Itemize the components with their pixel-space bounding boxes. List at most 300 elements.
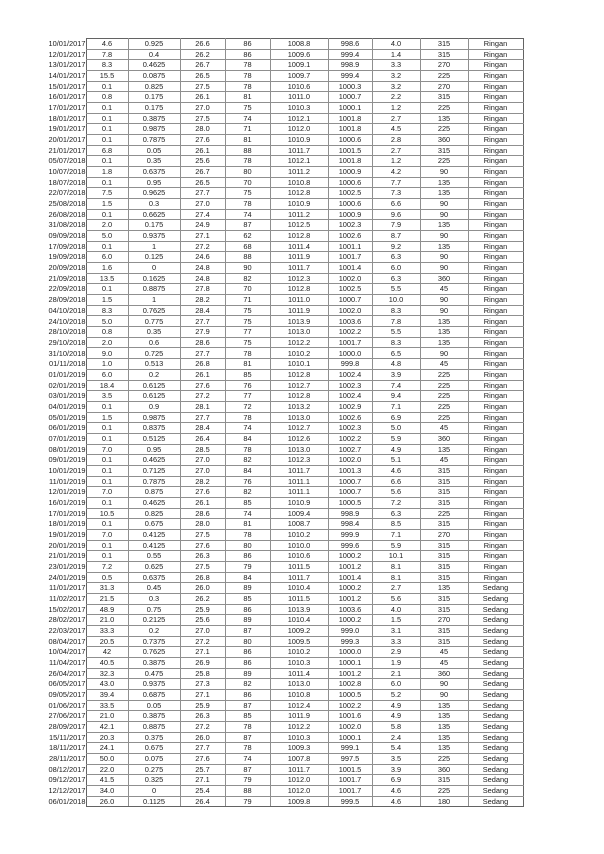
value-cell: 1012.0 — [270, 786, 328, 797]
value-cell: 6.6 — [372, 476, 420, 487]
category-cell: Ringan — [468, 209, 523, 220]
value-cell: 26.1 — [180, 145, 225, 156]
value-cell: 27.5 — [180, 529, 225, 540]
value-cell: 0.125 — [128, 252, 180, 263]
value-cell: 999.6 — [328, 540, 372, 551]
value-cell: 4.8 — [372, 359, 420, 370]
value-cell: 1 — [128, 295, 180, 306]
value-cell: 7.8 — [86, 49, 128, 60]
value-cell: 86 — [225, 604, 270, 615]
value-cell: 8.3 — [372, 305, 420, 316]
value-cell: 85 — [225, 497, 270, 508]
value-cell: 1000.2 — [328, 583, 372, 594]
value-cell: 1000.9 — [328, 209, 372, 220]
value-cell: 1010.8 — [270, 689, 328, 700]
value-cell: 27.7 — [180, 743, 225, 754]
value-cell: 0.2125 — [128, 615, 180, 626]
value-cell: 70 — [225, 284, 270, 295]
value-cell: 42.1 — [86, 722, 128, 733]
value-cell: 0.4625 — [128, 455, 180, 466]
value-cell: 1002.3 — [328, 423, 372, 434]
date-cell: 06/05/2017 — [48, 679, 86, 689]
value-cell: 998.4 — [328, 519, 372, 530]
value-cell: 1011.7 — [270, 572, 328, 583]
category-cell: Ringan — [468, 380, 523, 391]
value-cell: 88 — [225, 252, 270, 263]
value-cell: 1002.5 — [328, 284, 372, 295]
value-cell: 0.75 — [128, 604, 180, 615]
category-cell: Sedang — [468, 754, 523, 765]
value-cell: 27.6 — [180, 754, 225, 765]
category-cell: Ringan — [468, 316, 523, 327]
value-cell: 315 — [420, 561, 468, 572]
value-cell: 0.95 — [128, 177, 180, 188]
table-row — [40, 732, 523, 743]
table-row — [40, 380, 523, 391]
value-cell: 26.8 — [180, 359, 225, 370]
value-cell: 0.075 — [128, 754, 180, 765]
value-cell: 315 — [420, 636, 468, 647]
value-cell: 225 — [420, 412, 468, 423]
value-cell: 0.9375 — [128, 231, 180, 242]
table-row — [40, 700, 523, 711]
date-cell: 20/09/2018 — [48, 263, 86, 273]
value-cell: 1013.2 — [270, 401, 328, 412]
category-cell: Sedang — [468, 764, 523, 775]
category-cell: Sedang — [468, 679, 523, 690]
category-cell: Ringan — [468, 273, 523, 284]
value-cell: 0.45 — [128, 583, 180, 594]
value-cell: 1000.0 — [328, 647, 372, 658]
value-cell: 225 — [420, 103, 468, 114]
table-row — [40, 135, 523, 146]
value-cell: 86 — [225, 689, 270, 700]
date-cell: 28/10/2018 — [48, 327, 86, 337]
value-cell: 22.0 — [86, 764, 128, 775]
value-cell: 79 — [225, 775, 270, 786]
date-cell: 15/02/2017 — [48, 604, 86, 614]
category-cell: Ringan — [468, 103, 523, 114]
value-cell: 1.5 — [86, 199, 128, 210]
value-cell: 9.4 — [372, 391, 420, 402]
value-cell: 1011.4 — [270, 241, 328, 252]
table-row — [40, 369, 523, 380]
value-cell: 0.4625 — [128, 60, 180, 71]
value-cell: 0.6125 — [128, 380, 180, 391]
value-cell: 78 — [225, 412, 270, 423]
category-cell: Ringan — [468, 252, 523, 263]
value-cell: 27.2 — [180, 241, 225, 252]
value-cell: 27.2 — [180, 391, 225, 402]
value-cell: 28.6 — [180, 337, 225, 348]
value-cell: 999.8 — [328, 359, 372, 370]
value-cell: 998.6 — [328, 39, 372, 50]
value-cell: 1011.7 — [270, 145, 328, 156]
date-cell: 04/10/2018 — [48, 305, 86, 315]
date-cell: 09/01/2019 — [48, 455, 86, 465]
value-cell: 26.5 — [180, 71, 225, 82]
category-cell: Ringan — [468, 369, 523, 380]
value-cell: 0.95 — [128, 444, 180, 455]
value-cell: 135 — [420, 700, 468, 711]
value-cell: 135 — [420, 327, 468, 338]
value-cell: 0.8875 — [128, 722, 180, 733]
value-cell: 78 — [225, 60, 270, 71]
date-cell: 21/01/2019 — [48, 551, 86, 561]
table-row — [40, 764, 523, 775]
value-cell: 1003.6 — [328, 316, 372, 327]
value-cell: 6.9 — [372, 775, 420, 786]
value-cell: 80 — [225, 540, 270, 551]
table-row — [40, 81, 523, 92]
value-cell: 27.1 — [180, 647, 225, 658]
value-cell: 18.4 — [86, 380, 128, 391]
table-row — [40, 220, 523, 231]
value-cell: 81 — [225, 519, 270, 530]
value-cell: 1001.5 — [328, 145, 372, 156]
value-cell: 360 — [420, 668, 468, 679]
date-cell: 04/01/2019 — [48, 401, 86, 411]
date-cell: 01/06/2017 — [48, 700, 86, 710]
value-cell: 90 — [420, 252, 468, 263]
value-cell: 1010.9 — [270, 199, 328, 210]
value-cell: 88 — [225, 145, 270, 156]
category-cell: Sedang — [468, 689, 523, 700]
value-cell: 997.5 — [328, 754, 372, 765]
date-cell: 24/10/2018 — [48, 316, 86, 326]
value-cell: 1012.5 — [270, 220, 328, 231]
value-cell: 0.375 — [128, 732, 180, 743]
value-cell: 225 — [420, 508, 468, 519]
value-cell: 1.0 — [86, 359, 128, 370]
value-cell: 27.2 — [180, 636, 225, 647]
value-cell: 27.6 — [180, 540, 225, 551]
value-cell: 25.4 — [180, 786, 225, 797]
value-cell: 1002.3 — [328, 220, 372, 231]
value-cell: 0.825 — [128, 508, 180, 519]
value-cell: 0.1 — [86, 135, 128, 146]
category-cell: Sedang — [468, 636, 523, 647]
table-row — [40, 583, 523, 594]
value-cell: 0.4625 — [128, 497, 180, 508]
value-cell: 77 — [225, 391, 270, 402]
value-cell: 360 — [420, 433, 468, 444]
value-cell: 6.3 — [372, 252, 420, 263]
value-cell: 78 — [225, 722, 270, 733]
date-cell: 24/01/2019 — [48, 572, 86, 582]
date-cell: 12/01/2017 — [48, 49, 86, 59]
value-cell: 1013.9 — [270, 316, 328, 327]
table-row — [40, 604, 523, 615]
value-cell: 0.8375 — [128, 423, 180, 434]
date-cell: 18/01/2019 — [48, 519, 86, 529]
value-cell: 1011.5 — [270, 593, 328, 604]
category-cell: Ringan — [468, 476, 523, 487]
value-cell: 0.8 — [86, 327, 128, 338]
value-cell: 1012.0 — [270, 124, 328, 135]
value-cell: 315 — [420, 519, 468, 530]
date-cell: 29/10/2018 — [48, 337, 86, 347]
value-cell: 3.2 — [372, 71, 420, 82]
value-cell: 3.3 — [372, 60, 420, 71]
value-cell: 0.175 — [128, 92, 180, 103]
value-cell: 0.6625 — [128, 209, 180, 220]
value-cell: 6.5 — [372, 348, 420, 359]
value-cell: 2.7 — [372, 145, 420, 156]
value-cell: 999.3 — [328, 636, 372, 647]
value-cell: 8.7 — [372, 231, 420, 242]
value-cell: 4.9 — [372, 700, 420, 711]
table-row — [40, 754, 523, 765]
table-row — [40, 231, 523, 242]
value-cell: 0.2 — [128, 625, 180, 636]
value-cell: 8.3 — [86, 305, 128, 316]
table-row — [40, 124, 523, 135]
value-cell: 999.9 — [328, 529, 372, 540]
value-cell: 90 — [420, 295, 468, 306]
value-cell: 84 — [225, 433, 270, 444]
category-cell: Ringan — [468, 81, 523, 92]
category-cell: Sedang — [468, 583, 523, 594]
value-cell: 39.4 — [86, 689, 128, 700]
date-cell: 09/09/2018 — [48, 231, 86, 241]
value-cell: 0.3 — [128, 199, 180, 210]
value-cell: 999.4 — [328, 49, 372, 60]
category-cell: Ringan — [468, 241, 523, 252]
table-row — [40, 423, 523, 434]
value-cell: 26.3 — [180, 711, 225, 722]
value-cell: 1001.7 — [328, 337, 372, 348]
value-cell: 75 — [225, 337, 270, 348]
table-row — [40, 487, 523, 498]
value-cell: 225 — [420, 786, 468, 797]
value-cell: 0.1 — [86, 113, 128, 124]
value-cell: 0.2 — [128, 369, 180, 380]
date-cell: 18/11/2017 — [49, 743, 86, 753]
value-cell: 26.3 — [180, 551, 225, 562]
value-cell: 34.0 — [86, 786, 128, 797]
value-cell: 315 — [420, 540, 468, 551]
value-cell: 27.7 — [180, 188, 225, 199]
value-cell: 0.7875 — [128, 476, 180, 487]
value-cell: 0.3875 — [128, 113, 180, 124]
value-cell: 1.2 — [372, 103, 420, 114]
value-cell: 5.0 — [372, 423, 420, 434]
value-cell: 1012.6 — [270, 433, 328, 444]
value-cell: 0.925 — [128, 39, 180, 50]
date-cell: 01/01/2019 — [48, 369, 86, 379]
value-cell: 1002.3 — [328, 380, 372, 391]
value-cell: 999.5 — [328, 796, 372, 807]
value-cell: 998.9 — [328, 60, 372, 71]
value-cell: 27.5 — [180, 81, 225, 92]
date-cell: 10/07/2018 — [48, 167, 86, 177]
value-cell: 5.4 — [372, 743, 420, 754]
category-cell: Ringan — [468, 348, 523, 359]
value-cell: 2.2 — [372, 92, 420, 103]
category-cell: Sedang — [468, 732, 523, 743]
value-cell: 25.8 — [180, 668, 225, 679]
value-cell: 135 — [420, 444, 468, 455]
date-cell: 26/04/2017 — [48, 668, 86, 678]
value-cell: 1.5 — [372, 615, 420, 626]
value-cell: 0.675 — [128, 519, 180, 530]
value-cell: 1002.5 — [328, 188, 372, 199]
value-cell: 1011.1 — [270, 476, 328, 487]
date-cell: 21/09/2018 — [48, 273, 86, 283]
table-row — [40, 433, 523, 444]
value-cell: 225 — [420, 391, 468, 402]
table-row — [40, 540, 523, 551]
value-cell: 1002.4 — [328, 369, 372, 380]
table-row — [40, 476, 523, 487]
value-cell: 1011.9 — [270, 252, 328, 263]
value-cell: 3.2 — [372, 81, 420, 92]
category-cell: Ringan — [468, 327, 523, 338]
value-cell: 1010.2 — [270, 348, 328, 359]
value-cell: 7.5 — [86, 188, 128, 199]
value-cell: 1012.8 — [270, 369, 328, 380]
value-cell: 9.0 — [86, 348, 128, 359]
value-cell: 28.0 — [180, 519, 225, 530]
value-cell: 315 — [420, 92, 468, 103]
value-cell: 78 — [225, 348, 270, 359]
value-cell: 89 — [225, 583, 270, 594]
value-cell: 75 — [225, 305, 270, 316]
value-cell: 85 — [225, 711, 270, 722]
value-cell: 26.0 — [180, 732, 225, 743]
value-cell: 1011.9 — [270, 305, 328, 316]
value-cell: 5.9 — [372, 433, 420, 444]
value-cell: 27.1 — [180, 231, 225, 242]
category-cell: Ringan — [468, 529, 523, 540]
value-cell: 27.2 — [180, 722, 225, 733]
value-cell: 21.0 — [86, 711, 128, 722]
date-cell: 15/11/2017 — [49, 732, 86, 742]
category-cell: Ringan — [468, 391, 523, 402]
category-cell: Sedang — [468, 625, 523, 636]
value-cell: 1001.2 — [328, 593, 372, 604]
table-row — [40, 113, 523, 124]
value-cell: 1.2 — [372, 156, 420, 167]
value-cell: 1002.4 — [328, 391, 372, 402]
value-cell: 8.5 — [372, 519, 420, 530]
value-cell: 1000.5 — [328, 689, 372, 700]
value-cell: 0.1 — [86, 124, 128, 135]
value-cell: 9.6 — [372, 209, 420, 220]
value-cell: 1012.8 — [270, 284, 328, 295]
date-cell: 11/01/2019 — [49, 476, 86, 486]
value-cell: 0.05 — [128, 700, 180, 711]
category-cell: Ringan — [468, 444, 523, 455]
value-cell: 1011.9 — [270, 711, 328, 722]
table-row — [40, 241, 523, 252]
value-cell: 0.725 — [128, 348, 180, 359]
value-cell: 2.4 — [372, 732, 420, 743]
value-cell: 26.7 — [180, 167, 225, 178]
value-cell: 2.8 — [372, 135, 420, 146]
value-cell: 3.9 — [372, 369, 420, 380]
value-cell: 90 — [225, 263, 270, 274]
value-cell: 1001.4 — [328, 263, 372, 274]
value-cell: 1002.0 — [328, 273, 372, 284]
value-cell: 74 — [225, 423, 270, 434]
value-cell: 1012.3 — [270, 273, 328, 284]
value-cell: 45 — [420, 359, 468, 370]
table-row — [40, 145, 523, 156]
value-cell: 1012.7 — [270, 380, 328, 391]
value-cell: 86 — [225, 49, 270, 60]
value-cell: 1000.7 — [328, 92, 372, 103]
value-cell: 1010.9 — [270, 135, 328, 146]
value-cell: 10.1 — [372, 551, 420, 562]
category-cell: Sedang — [468, 615, 523, 626]
table-row — [40, 455, 523, 466]
value-cell: 1011.4 — [270, 668, 328, 679]
value-cell: 90 — [420, 305, 468, 316]
value-cell: 1012.8 — [270, 231, 328, 242]
value-cell: 225 — [420, 156, 468, 167]
value-cell: 1001.7 — [328, 252, 372, 263]
value-cell: 1000.5 — [328, 497, 372, 508]
category-cell: Sedang — [468, 668, 523, 679]
value-cell: 27.0 — [180, 465, 225, 476]
date-cell: 23/01/2019 — [48, 561, 86, 571]
value-cell: 78 — [225, 81, 270, 92]
date-cell: 28/02/2017 — [48, 615, 86, 625]
value-cell: 225 — [420, 369, 468, 380]
value-cell: 27.0 — [180, 103, 225, 114]
value-cell: 25.9 — [180, 604, 225, 615]
table-row — [40, 508, 523, 519]
value-cell: 90 — [420, 679, 468, 690]
value-cell: 270 — [420, 615, 468, 626]
value-cell: 50.0 — [86, 754, 128, 765]
value-cell: 1009.3 — [270, 743, 328, 754]
value-cell: 7.1 — [372, 401, 420, 412]
date-cell: 27/06/2017 — [48, 711, 86, 721]
value-cell: 1.8 — [86, 167, 128, 178]
value-cell: 45 — [420, 284, 468, 295]
date-cell: 10/04/2017 — [48, 647, 86, 657]
value-cell: 1011.0 — [270, 295, 328, 306]
value-cell: 0.1 — [86, 476, 128, 487]
value-cell: 6.9 — [372, 412, 420, 423]
value-cell: 315 — [420, 465, 468, 476]
value-cell: 1001.3 — [328, 465, 372, 476]
category-cell: Ringan — [468, 519, 523, 530]
value-cell: 24.6 — [180, 252, 225, 263]
date-cell: 08/12/2017 — [48, 764, 86, 774]
value-cell: 0 — [128, 786, 180, 797]
table-row — [40, 412, 523, 423]
date-cell: 16/01/2019 — [48, 497, 86, 507]
value-cell: 315 — [420, 39, 468, 50]
table-row — [40, 92, 523, 103]
value-cell: 1000.9 — [328, 167, 372, 178]
value-cell: 1011.2 — [270, 167, 328, 178]
table-row — [40, 668, 523, 679]
value-cell: 26.6 — [180, 39, 225, 50]
category-cell: Ringan — [468, 401, 523, 412]
value-cell: 7.9 — [372, 220, 420, 231]
value-cell: 7.7 — [372, 177, 420, 188]
value-cell: 86 — [225, 647, 270, 658]
category-cell: Ringan — [468, 359, 523, 370]
value-cell: 0.1 — [86, 433, 128, 444]
value-cell: 26.4 — [180, 796, 225, 807]
value-cell: 1001.8 — [328, 156, 372, 167]
